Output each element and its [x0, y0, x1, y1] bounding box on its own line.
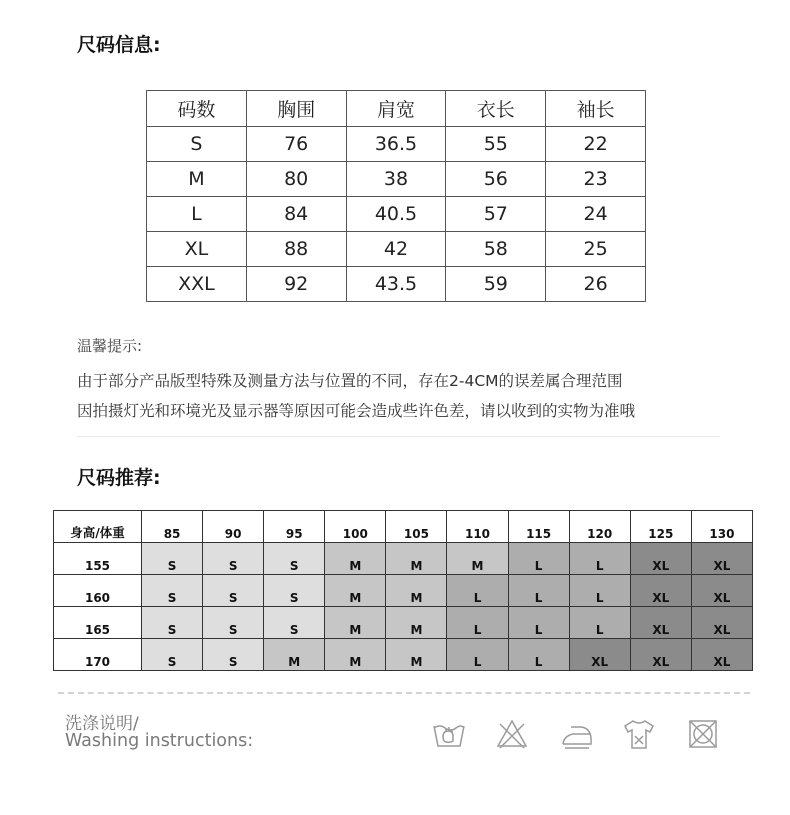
size-table-cell: 22: [546, 127, 646, 162]
weight-header: 85: [142, 511, 203, 543]
recommended-size-cell: S: [142, 639, 203, 671]
size-table-cell: 25: [546, 232, 646, 267]
size-table-cell: 84: [246, 197, 346, 232]
size-table-cell: 57: [446, 197, 546, 232]
recommended-size-cell: XL: [691, 639, 752, 671]
recommended-size-cell: S: [203, 639, 264, 671]
size-table-header: 袖长: [546, 91, 646, 127]
size-table-cell: 36.5: [346, 127, 446, 162]
size-table-cell: 38: [346, 162, 446, 197]
size-table-header: 胸围: [246, 91, 346, 127]
recommended-size-cell: S: [264, 607, 325, 639]
rec-table-row: [54, 607, 753, 639]
size-table-cell: XL: [147, 232, 247, 267]
height-label: 155: [54, 543, 142, 575]
size-table-cell: 43.5: [346, 267, 446, 302]
recommended-size-cell: XL: [630, 639, 691, 671]
dashed-divider: [58, 692, 750, 694]
weight-header: 130: [691, 511, 752, 543]
washing-title-cn: 洗涤说明/: [65, 714, 139, 734]
size-table-cell: 24: [546, 197, 646, 232]
recommended-size-cell: L: [447, 639, 508, 671]
size-table-row: [147, 162, 646, 197]
tip-line: 因拍摄灯光和环境光及显示器等原因可能会造成些许色差，请以收到的实物为准哦: [77, 402, 636, 420]
recommended-size-cell: S: [142, 575, 203, 607]
recommended-size-cell: L: [447, 607, 508, 639]
recommended-size-cell: L: [569, 607, 630, 639]
recommended-size-cell: XL: [630, 543, 691, 575]
rec-table-corner-label: 身高/体重: [54, 511, 142, 543]
recommended-size-cell: S: [142, 607, 203, 639]
size-table-row: [147, 232, 646, 267]
recommended-size-cell: L: [508, 607, 569, 639]
size-table-row: [147, 267, 646, 302]
recommended-size-cell: XL: [691, 575, 752, 607]
recommended-size-cell: S: [264, 543, 325, 575]
rec-table-header-row: [54, 511, 753, 543]
tips-section: [77, 336, 727, 426]
tip-line: 由于部分产品版型特殊及测量方法与位置的不同，存在2-4CM的误差属合理范围: [77, 372, 623, 390]
recommended-size-cell: M: [386, 639, 447, 671]
recommended-size-cell: L: [508, 639, 569, 671]
recommended-size-cell: L: [508, 543, 569, 575]
iron-icon: [559, 716, 595, 752]
weight-header: 95: [264, 511, 325, 543]
recommended-size-cell: S: [203, 607, 264, 639]
no-bleach-icon: [494, 716, 530, 752]
size-table-cell: 59: [446, 267, 546, 302]
size-table-cell: 88: [246, 232, 346, 267]
size-recommendation-heading: 尺码推荐:: [77, 467, 161, 489]
size-table-cell: 23: [546, 162, 646, 197]
size-table-cell: S: [147, 127, 247, 162]
recommended-size-cell: S: [264, 575, 325, 607]
rec-table-row: [54, 639, 753, 671]
recommended-size-cell: M: [447, 543, 508, 575]
size-table-cell: XXL: [147, 267, 247, 302]
weight-header: 90: [203, 511, 264, 543]
size-table-row: [147, 197, 646, 232]
recommended-size-cell: L: [569, 575, 630, 607]
recommended-size-cell: M: [386, 543, 447, 575]
recommended-size-cell: M: [325, 543, 386, 575]
recommended-size-cell: XL: [630, 575, 691, 607]
recommended-size-cell: XL: [630, 607, 691, 639]
washing-title-en: Washing instructions:: [65, 731, 254, 751]
recommended-size-cell: M: [386, 575, 447, 607]
rec-table-row: [54, 543, 753, 575]
size-table-cell: 58: [446, 232, 546, 267]
height-label: 170: [54, 639, 142, 671]
height-label: 165: [54, 607, 142, 639]
size-table-header: 肩宽: [346, 91, 446, 127]
size-info-table: [146, 90, 646, 302]
recommended-size-cell: M: [386, 607, 447, 639]
size-table-cell: 56: [446, 162, 546, 197]
recommended-size-cell: L: [569, 543, 630, 575]
no-tumble-dry-icon: [685, 716, 721, 752]
size-table-cell: 76: [246, 127, 346, 162]
size-table-header: 衣长: [446, 91, 546, 127]
size-table-row: [147, 127, 646, 162]
size-table-cell: 80: [246, 162, 346, 197]
recommended-size-cell: M: [264, 639, 325, 671]
size-table-cell: 92: [246, 267, 346, 302]
size-table-cell: 55: [446, 127, 546, 162]
weight-header: 105: [386, 511, 447, 543]
recommended-size-cell: L: [508, 575, 569, 607]
recommended-size-cell: L: [447, 575, 508, 607]
height-label: 160: [54, 575, 142, 607]
rec-table-row: [54, 575, 753, 607]
recommended-size-cell: S: [203, 575, 264, 607]
size-table-cell: M: [147, 162, 247, 197]
recommended-size-cell: XL: [691, 607, 752, 639]
size-table-header: 码数: [147, 91, 247, 127]
size-table-cell: 42: [346, 232, 446, 267]
weight-header: 120: [569, 511, 630, 543]
tips-title: 温馨提示:: [77, 337, 143, 355]
size-table-cell: L: [147, 197, 247, 232]
dry-flat-icon: [621, 716, 657, 752]
size-table-cell: 40.5: [346, 197, 446, 232]
weight-header: 115: [508, 511, 569, 543]
recommended-size-cell: XL: [691, 543, 752, 575]
recommended-size-cell: M: [325, 575, 386, 607]
size-table-cell: 26: [546, 267, 646, 302]
recommended-size-cell: S: [142, 543, 203, 575]
recommended-size-cell: XL: [569, 639, 630, 671]
size-table-header-row: [147, 91, 646, 127]
weight-header: 125: [630, 511, 691, 543]
size-info-heading: 尺码信息:: [77, 34, 161, 56]
recommended-size-cell: S: [203, 543, 264, 575]
weight-header: 100: [325, 511, 386, 543]
weight-header: 110: [447, 511, 508, 543]
size-recommendation-table: [53, 510, 753, 671]
recommended-size-cell: M: [325, 639, 386, 671]
hand-wash-icon: [431, 716, 467, 752]
divider: [77, 436, 720, 437]
recommended-size-cell: M: [325, 607, 386, 639]
